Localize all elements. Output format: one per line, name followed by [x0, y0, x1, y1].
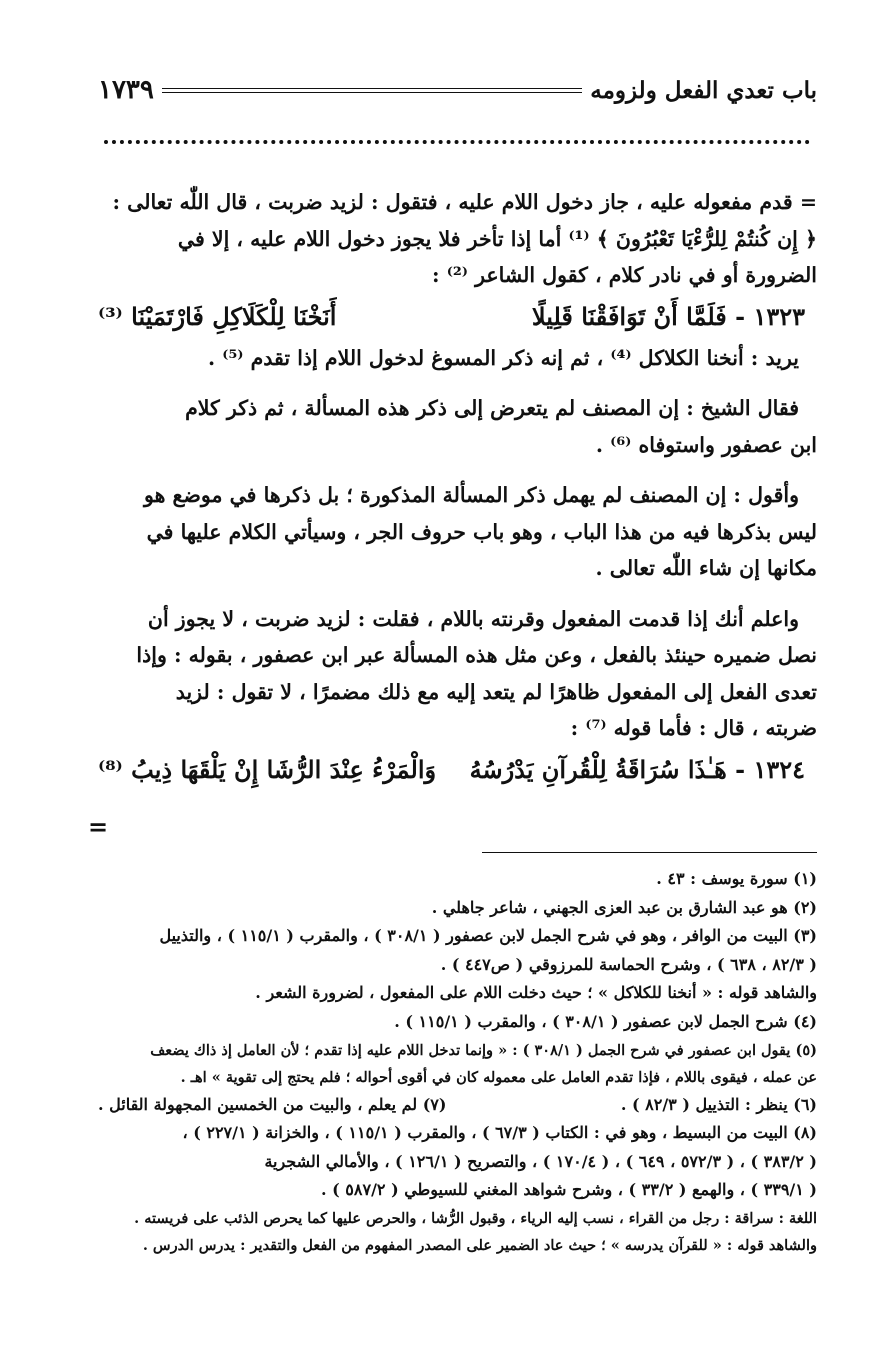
- text-line: مكانها إن شاء اللّٰه تعالى .: [595, 556, 817, 580]
- footnote: والشاهد قوله : « أنخنا للكلاكل » ؛ حيث دخلت اللام على المفعول ، لضرورة الشعر .: [255, 983, 817, 1003]
- footnote: عن عمله ، فيقوى باللام ، فإذا تقدم العامل على معموله كان في أقوى أحواله ؛ فلم يحتج إلى تقوية » اهـ .: [180, 1068, 817, 1086]
- footnote: (٣) البيت من الوافر ، وهو في شرح الجمل لابن عصفور ( ٣٠٨/١ ) ، والمقرب ( ١١٥/١ ) ، والتذييل: [159, 926, 817, 946]
- header-rule: [162, 88, 582, 93]
- dotted-separator: [104, 140, 810, 150]
- text-line: نصل ضميره حينئذ بالفعل ، وعن مثل هذه المسألة عبر ابن عصفور ، بقوله : وإذا: [136, 643, 817, 667]
- text-line: ابن عصفور واستوفاه ⁽⁶⁾ .: [595, 432, 817, 457]
- continuation-mark: =: [88, 812, 109, 841]
- verse-first-hemistich: ١٣٢٤ - هَـٰذَا سُرَاقَةُ لِلْقُرآنِ يَدْرُسُهُ: [469, 754, 805, 784]
- chapter-title: باب تعدي الفعل ولزومه: [590, 76, 817, 104]
- text-line: = قدم مفعوله عليه ، جاز دخول اللام عليه ، فتقول : لزيد ضربت ، قال اللّٰه تعالى :: [112, 190, 817, 214]
- footnote-row: [98, 1091, 817, 1120]
- verse-first-hemistich: ١٣٢٣ - فَلَمَّا أَنْ تَوَافَقْنَا قَلِيلًا: [531, 301, 805, 331]
- footnote-rule: [482, 852, 817, 853]
- footnote: والشاهد قوله : « للقرآن يدرسه » ؛ حيث عاد الضمير على المصدر المفهوم من الفعل والتقدير : يدرس الدرس .: [142, 1236, 817, 1254]
- text-line: الضرورة أو في نادر كلام ، كقول الشاعر ⁽²⁾ :: [432, 263, 817, 287]
- footnote: (٤) شرح الجمل لابن عصفور ( ٣٠٨/١ ) ، والمقرب ( ١١٥/١ ) .: [394, 1011, 817, 1031]
- page-number: ١٧٣٩: [98, 75, 154, 105]
- footnote: ( ٣٣٩/١ ) ، والهمع ( ٣٣/٢ ) ، وشرح شواهد المغني للسيوطي ( ٥٨٧/٢ ) .: [321, 1180, 817, 1200]
- text-line: واعلم أنك إذا قدمت المفعول وقرنته باللام ، فقلت : لزيد ضربت ، لا يجوز أن: [147, 606, 799, 631]
- footnote: (٧) لم يعلم ، والبيت من الخمسين المجهولة القائل .: [98, 1094, 447, 1114]
- verse-1324: [98, 747, 817, 793]
- text-line: تعدى الفعل إلى المفعول ظاهرًا لم يتعد إليه مع ذلك مضمرًا ، لا تقول : لزيد: [175, 679, 817, 704]
- footnote: ( ٣٨٣/٢ ) ، ( ٥٧٢/٣ ، ٦٤٩ ) ، ( ١٧٠/٤ ) ، والتصريح ( ١٢٦/١ ) ، والأمالي الشجرية: [264, 1151, 817, 1171]
- running-header: [98, 70, 817, 110]
- text-line: ليس بذكرها فيه من هذا الباب ، وهو باب حروف الجر ، وسيأتي الكلام عليها في: [146, 519, 817, 544]
- main-text: [98, 184, 817, 793]
- verse-second-hemistich: وَالْمَرْءُ عِنْدَ الرُّشَا إِنْ يَلْقَهَا ذِيبُ ⁽⁸⁾: [98, 754, 437, 784]
- text-line: وأقول : إن المصنف لم يهمل ذكر المسألة المذكورة ؛ بل ذكرها في موضع هو: [144, 483, 799, 507]
- footnote: (٢) هو عبد الشارق بن عبد العزى الجهني ، شاعر جاهلي .: [431, 897, 817, 917]
- footnote: (٦) ينظر : التذييل ( ٨٢/٣ ) .: [620, 1094, 817, 1114]
- text-line: ﴿ إِن كُنتُمْ لِلرُّءْيَا تَعْبُرُونَ ﴾ ⁽¹⁾ أما إذا تأخر فلا يجوز دخول اللام عليه ، إلا في: [177, 226, 817, 251]
- footnote: اللغة : سراقة : رجل من القراء ، نسب إليه الرياء ، وقبول الرُّشا ، والحرص عليها كما يحرص الذئب على فريسته .: [134, 1209, 817, 1227]
- verse-1323: [98, 294, 817, 340]
- footnote: ( ٨٢/٣ ، ٦٣٨ ) ، وشرح الحماسة للمرزوقي ( ص٤٤٧ ) .: [440, 954, 817, 974]
- verse-second-hemistich: أَنَخْنَا لِلْكَلَاكِلِ فَارْتَمَيْنَا ⁽³⁾: [98, 301, 337, 331]
- text-line: ضربته ، قال : فأما قوله ⁽⁷⁾ :: [570, 716, 817, 740]
- footnote: (١) سورة يوسف : ٤٣ .: [656, 869, 817, 888]
- text-line: يريد : أنخنا الكلاكل ⁽⁴⁾ ، ثم إنه ذكر المسوغ لدخول اللام إذا تقدم ⁽⁵⁾ .: [207, 345, 799, 370]
- footnote: (٥) يقول ابن عصفور في شرح الجمل ( ٣٠٨/١ ) : « وإنما تدخل اللام عليه إذا تقدم ؛ لأن العامل إذ ذاك يضعف: [150, 1041, 817, 1059]
- footnotes: [98, 865, 817, 1259]
- text-line: فقال الشيخ : إن المصنف لم يتعرض إلى ذكر هذه المسألة ، ثم ذكر كلام: [185, 396, 799, 420]
- footnote: (٨) البيت من البسيط ، وهو في : الكتاب ( ٦٧/٣ ) ، والمقرب ( ١١٥/١ ) ، والخزانة ( ٢٢٧/١ ) ،: [182, 1123, 817, 1143]
